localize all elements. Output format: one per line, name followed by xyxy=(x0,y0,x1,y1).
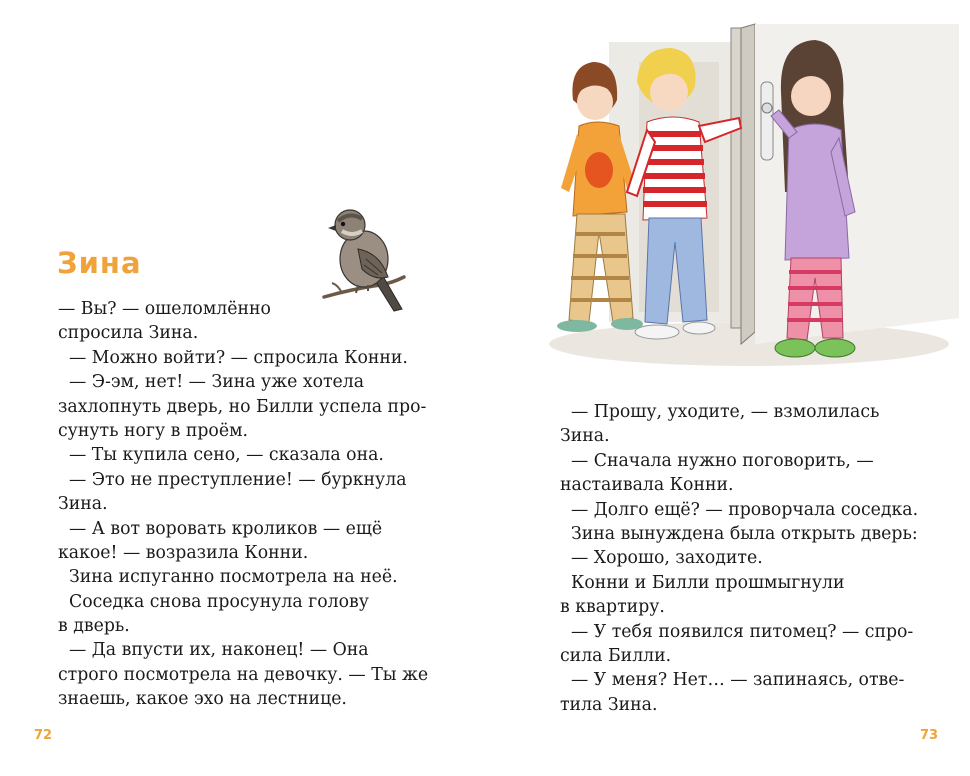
text-line: — Можно войти? — спросила Конни. xyxy=(58,347,408,368)
girls-at-door-illustration xyxy=(549,22,967,370)
text-line: — Это не преступление! — буркнула xyxy=(58,469,407,490)
text-line: Зина вынуждена была открыть дверь: xyxy=(560,523,918,544)
left-page-text xyxy=(58,297,428,712)
text-line: — Ты купила сено, — сказала она. xyxy=(58,445,384,466)
text-line: — Вы? — ошеломлённо xyxy=(58,299,271,319)
text-line: Зина испуганно посмотрела на неё. xyxy=(58,567,398,588)
text-line: Конни и Билли прошмыгнули xyxy=(560,572,845,593)
text-line: — Долго ещё? — проворчала соседка. xyxy=(560,499,919,520)
text-line: захлопнуть дверь, но Билли успела про- xyxy=(58,396,427,417)
text-line: сунуть ногу в проём. xyxy=(58,420,249,441)
right-page xyxy=(485,0,970,776)
text-line: Зина. xyxy=(58,494,108,515)
text-line: — Хорошо, заходите. xyxy=(560,548,763,569)
text-line: — Э-эм, нет! — Зина уже хотела xyxy=(58,372,365,393)
text-line: — У тебя появился питомец? — спро- xyxy=(560,621,914,642)
text-line: тила Зина. xyxy=(560,694,658,715)
text-line: сила Билли. xyxy=(560,645,672,666)
text-line: знаешь, какое эхо на лестнице. xyxy=(58,689,347,710)
page-number: 73 xyxy=(920,728,939,743)
text-line: настаивала Конни. xyxy=(560,475,734,496)
text-line: какое! — возразила Конни. xyxy=(58,542,309,563)
right-page-text xyxy=(560,400,918,717)
text-line: в квартиру. xyxy=(560,597,665,618)
text-line: в дверь. xyxy=(58,616,130,637)
page-number: 72 xyxy=(34,728,53,743)
text-line: — Прошу, уходите, — взмолилась xyxy=(560,402,880,422)
text-line: Зина. xyxy=(560,426,610,447)
text-line: строго посмотрела на девочку. — Ты же xyxy=(58,664,429,685)
text-line: — Да впусти их, наконец! — Она xyxy=(58,640,369,661)
text-line: — У меня? Нет… — запинаясь, отве- xyxy=(560,670,905,691)
text-line: спросила Зина. xyxy=(58,323,199,344)
text-line: — А вот воровать кроликов — ещё xyxy=(58,518,383,539)
text-line: — Сначала нужно поговорить, — xyxy=(560,450,874,471)
chapter-title: Зина xyxy=(57,246,142,280)
text-line: Соседка снова просунула голову xyxy=(58,591,369,612)
